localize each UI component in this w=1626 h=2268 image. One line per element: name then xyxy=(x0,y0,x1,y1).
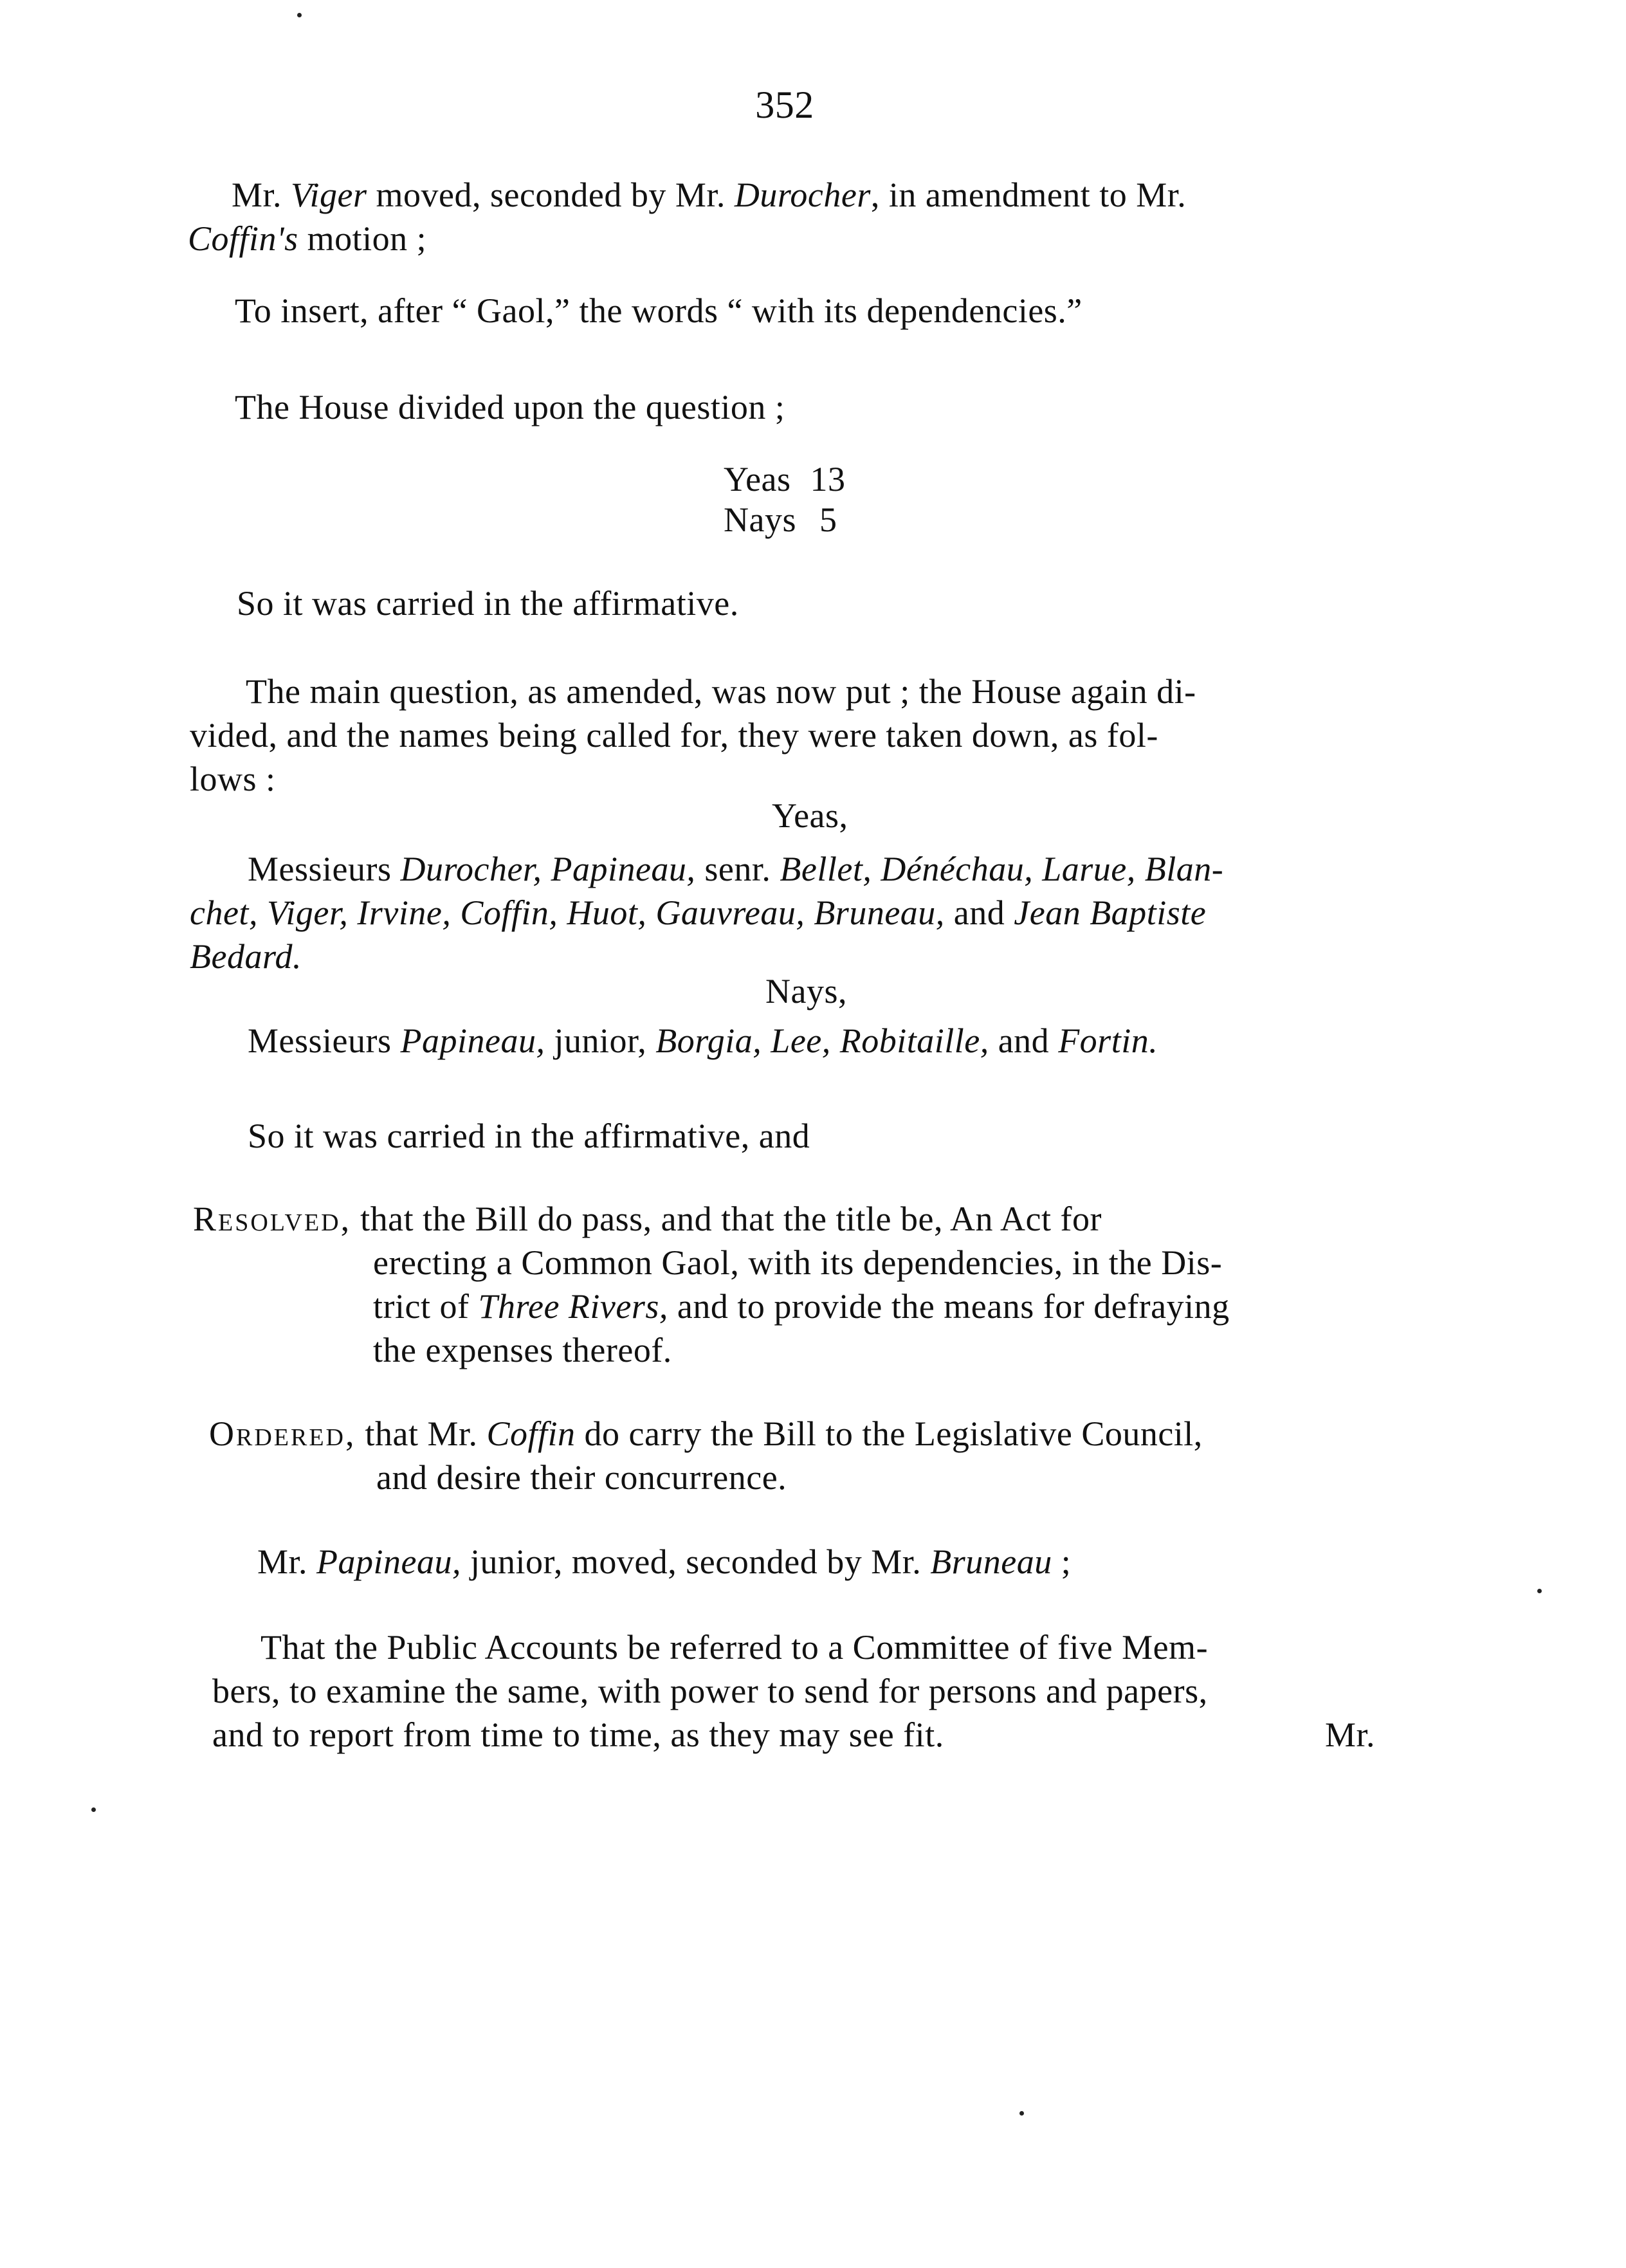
member-name: Coffin xyxy=(486,1414,576,1453)
and-word: and xyxy=(944,893,1014,932)
catchword: Mr. xyxy=(1325,1715,1376,1754)
nays-heading: Nays, xyxy=(765,972,847,1011)
motion-text: moved, seconded by Mr. xyxy=(367,176,735,214)
carried-affirmative-2: So it was carried in the affirmative, and xyxy=(248,1117,810,1155)
motion-viger-line-2 xyxy=(188,217,426,260)
nays-label: Nays xyxy=(724,500,796,539)
member-names: Jean Baptiste xyxy=(1014,893,1207,932)
main-question-line-3: lows : xyxy=(190,760,276,798)
scan-speck xyxy=(1537,1589,1542,1593)
scan-speck xyxy=(297,13,302,17)
public-accounts-line-3: and to report from time to time, as they may see fit. xyxy=(212,1715,944,1754)
ordered-line-2: and desire their concurrence. xyxy=(376,1458,787,1497)
motion-text: , in amendment to Mr. xyxy=(870,176,1187,214)
nays-count: 5 xyxy=(819,500,837,539)
division-text: The House divided upon the question ; xyxy=(235,388,785,426)
member-name: Papineau, xyxy=(316,1542,461,1581)
motion-text: motion ; xyxy=(298,219,427,258)
member-name: Coffin's xyxy=(188,219,298,258)
member-names: Bedard. xyxy=(190,937,302,976)
resolved-text: that the Bill do pass, and that the title be, An Act for xyxy=(351,1200,1102,1238)
yeas-prefix: Messieurs xyxy=(248,850,401,888)
member-names: Bellet, Dénéchau, Larue, Blan- xyxy=(780,850,1224,888)
member-name: Bruneau xyxy=(930,1542,1052,1581)
and-word: and xyxy=(989,1021,1059,1060)
resolved-text: trict of xyxy=(373,1287,479,1326)
motion-text: ; xyxy=(1052,1542,1072,1581)
resolved-line-2: erecting a Common Gaol, with its dependencies, in the Dis- xyxy=(373,1243,1223,1282)
yeas-list-line-3 xyxy=(190,935,302,978)
scan-speck xyxy=(91,1807,96,1812)
resolved-line-4: the expenses thereof. xyxy=(373,1331,672,1369)
motion-text: junior, moved, seconded by Mr. xyxy=(461,1542,931,1581)
resolved-line-3 xyxy=(373,1285,1230,1328)
main-question-line-1: The main question, as amended, was now put ; the House again di- xyxy=(246,672,1196,711)
member-names: Durocher, Papineau, xyxy=(400,850,696,888)
page-number: 352 xyxy=(755,84,814,126)
resolved-label: Resolved, xyxy=(193,1200,352,1238)
motion-text: Mr. xyxy=(232,176,291,214)
member-names: Papineau, xyxy=(400,1021,545,1060)
ordered-line-1 xyxy=(209,1413,1203,1455)
scan-speck xyxy=(1019,2111,1024,2116)
motion-papineau xyxy=(257,1541,1071,1583)
junior-label: junior, xyxy=(545,1021,656,1060)
carried-affirmative-1: So it was carried in the affirmative. xyxy=(237,584,739,623)
yeas-label: Yeas xyxy=(724,460,791,498)
yeas-tally xyxy=(724,458,846,500)
motion-viger-line-1 xyxy=(232,174,1186,216)
nays-prefix: Messieurs xyxy=(248,1021,401,1060)
member-name: Durocher xyxy=(734,176,871,214)
senr-label: senr. xyxy=(695,850,780,888)
main-question-line-2: vided, and the names being called for, they were taken down, as fol- xyxy=(190,716,1158,754)
yeas-heading: Yeas, xyxy=(772,796,848,835)
member-names: chet, Viger, Irvine, Coffin, Huot, Gauvreau, Bruneau, xyxy=(190,893,945,932)
nays-list xyxy=(248,1020,1158,1062)
public-accounts-line-1: That the Public Accounts be referred to a Committee of five Mem- xyxy=(260,1628,1209,1667)
public-accounts-line-2: bers, to examine the same, with power to send for persons and papers, xyxy=(212,1672,1208,1710)
ordered-label: Ordered, xyxy=(209,1414,356,1453)
amendment-text: To insert, after “ Gaol,” the words “ with its dependencies.” xyxy=(235,291,1082,330)
member-names: Borgia, Lee, Robitaille, xyxy=(655,1021,989,1060)
member-names: Fortin. xyxy=(1058,1021,1158,1060)
yeas-list-line-1 xyxy=(248,848,1223,890)
nays-tally xyxy=(724,498,837,541)
yeas-count: 13 xyxy=(810,460,846,498)
resolved-text: and to provide the means for defraying xyxy=(668,1287,1230,1326)
ordered-text: that Mr. xyxy=(356,1414,487,1453)
member-name: Viger xyxy=(291,176,367,214)
ordered-text: do carry the Bill to the Legislative Council, xyxy=(575,1414,1203,1453)
motion-text: Mr. xyxy=(257,1542,317,1581)
place-name: Three Rivers, xyxy=(478,1287,668,1326)
resolved-line-1 xyxy=(193,1198,1102,1240)
yeas-list-line-2 xyxy=(190,892,1206,934)
